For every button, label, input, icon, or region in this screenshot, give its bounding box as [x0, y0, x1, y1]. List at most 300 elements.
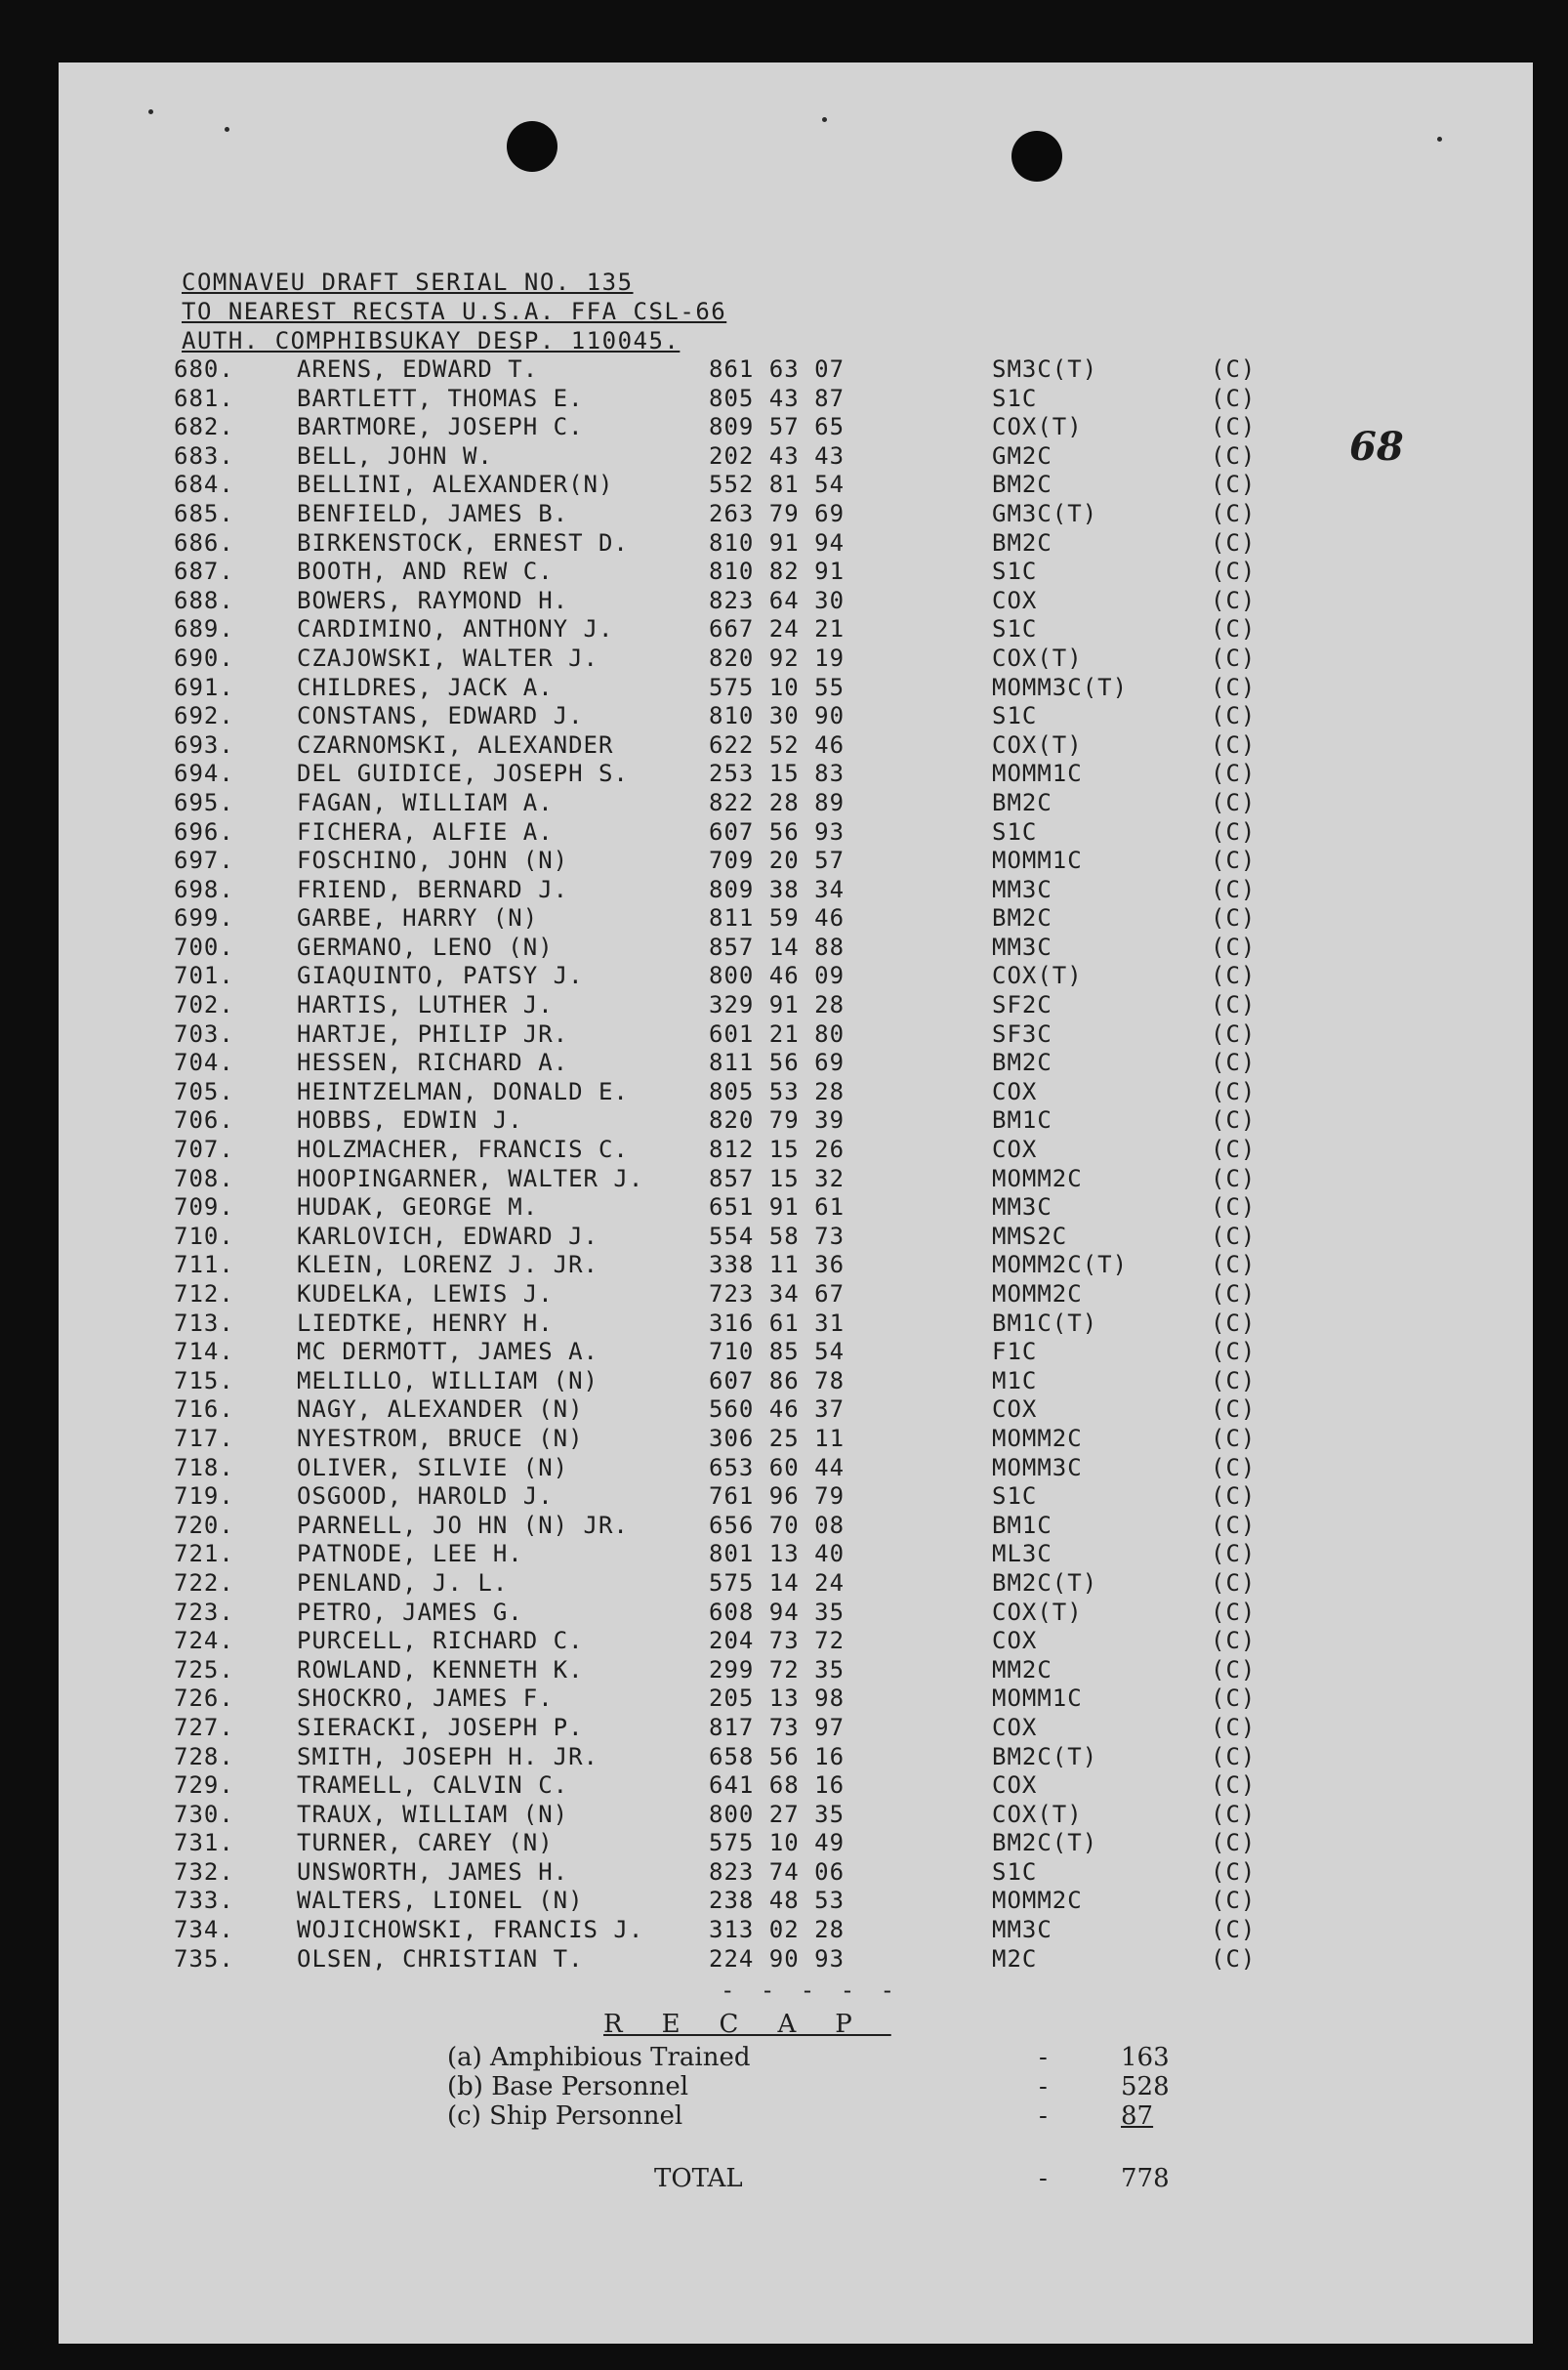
row-number: 704.	[174, 1049, 234, 1077]
row-service-number: 554 58 73	[709, 1222, 846, 1250]
row-code: (C)	[1211, 991, 1257, 1019]
row-service-number: 552 81 54	[709, 471, 846, 499]
row-name: FRIEND, BERNARD J.	[297, 875, 569, 903]
row-rate: SF3C	[992, 1019, 1052, 1048]
row-name: LIEDTKE, HENRY H.	[297, 1309, 554, 1337]
row-number: 716.	[174, 1395, 234, 1424]
row-rate: BM1C	[992, 1511, 1052, 1539]
row-code: (C)	[1211, 817, 1257, 846]
row-number: 693.	[174, 730, 234, 759]
row-number: 695.	[174, 788, 234, 816]
row-number: 731.	[174, 1829, 234, 1857]
row-name: CARDIMINO, ANTHONY J.	[297, 615, 614, 644]
row-name: NAGY, ALEXANDER (N)	[297, 1395, 584, 1424]
row-service-number: 656 70 08	[709, 1511, 846, 1539]
row-rate: COX	[992, 586, 1038, 614]
row-name: TRAMELL, CALVIN C.	[297, 1771, 569, 1800]
row-service-number: 607 56 93	[709, 817, 846, 846]
row-service-number: 710 85 54	[709, 1338, 846, 1366]
row-service-number: 651 91 61	[709, 1193, 846, 1222]
row-rate: MOMM2C	[992, 1424, 1083, 1452]
row-number: 724.	[174, 1627, 234, 1655]
row-service-number: 253 15 83	[709, 760, 846, 788]
row-name: PATNODE, LEE H.	[297, 1540, 523, 1568]
row-code: (C)	[1211, 1049, 1257, 1077]
row-code: (C)	[1211, 1684, 1257, 1713]
row-number: 718.	[174, 1453, 234, 1481]
row-name: CZAJOWSKI, WALTER J.	[297, 644, 598, 672]
row-code: (C)	[1211, 644, 1257, 672]
row-code: (C)	[1211, 441, 1257, 470]
row-rate: BM2C(T)	[992, 1829, 1098, 1857]
row-rate: GM2C	[992, 441, 1052, 470]
recap-total	[447, 2164, 1228, 2193]
row-name: OLSEN, CHRISTIAN T.	[297, 1944, 584, 1973]
row-code: (C)	[1211, 673, 1257, 701]
row-code: (C)	[1211, 586, 1257, 614]
row-name: OLIVER, SILVIE (N)	[297, 1453, 569, 1481]
row-name: HOBBS, EDWIN J.	[297, 1106, 523, 1135]
row-name: FAGAN, WILLIAM A.	[297, 788, 554, 816]
row-code: (C)	[1211, 1106, 1257, 1135]
row-service-number: 313 02 28	[709, 1916, 846, 1944]
row-rate: BM2C	[992, 471, 1052, 499]
row-service-number: 820 79 39	[709, 1106, 846, 1135]
row-rate: S1C	[992, 384, 1038, 412]
row-service-number: 601 21 80	[709, 1019, 846, 1048]
row-name: DEL GUIDICE, JOSEPH S.	[297, 760, 629, 788]
row-number: 706.	[174, 1106, 234, 1135]
row-code: (C)	[1211, 760, 1257, 788]
row-name: HOOPINGARNER, WALTER J.	[297, 1164, 644, 1192]
ink-speck	[1437, 137, 1442, 142]
row-name: GARBE, HARRY (N)	[297, 904, 539, 933]
row-service-number: 857 15 32	[709, 1164, 846, 1192]
row-code: (C)	[1211, 1366, 1257, 1394]
row-number: 701.	[174, 962, 234, 990]
row-name: OSGOOD, HAROLD J.	[297, 1482, 554, 1511]
row-name: FOSCHINO, JOHN (N)	[297, 847, 569, 875]
row-rate: MM3C	[992, 1193, 1052, 1222]
row-service-number: 658 56 16	[709, 1742, 846, 1770]
row-code: (C)	[1211, 1655, 1257, 1684]
row-number: 699.	[174, 904, 234, 933]
row-code: (C)	[1211, 1829, 1257, 1857]
row-number: 702.	[174, 991, 234, 1019]
row-name: GIAQUINTO, PATSY J.	[297, 962, 584, 990]
row-rate: MOMM2C	[992, 1887, 1083, 1915]
row-service-number: 608 94 35	[709, 1598, 846, 1626]
row-service-number: 329 91 28	[709, 991, 846, 1019]
row-code: (C)	[1211, 1482, 1257, 1511]
row-code: (C)	[1211, 615, 1257, 644]
row-rate: COX	[992, 1077, 1038, 1105]
row-number: 711.	[174, 1251, 234, 1279]
row-rate: MM3C	[992, 1916, 1052, 1944]
row-number: 712.	[174, 1280, 234, 1308]
row-number: 733.	[174, 1887, 234, 1915]
row-name: SHOCKRO, JAMES F.	[297, 1684, 554, 1713]
row-service-number: 607 86 78	[709, 1366, 846, 1394]
row-name: KUDELKA, LEWIS J.	[297, 1280, 554, 1308]
row-rate: COX(T)	[992, 1800, 1083, 1828]
row-code: (C)	[1211, 730, 1257, 759]
row-rate: COX	[992, 1627, 1038, 1655]
recap-item-label: (a) Amphibious Trained	[447, 2043, 751, 2072]
row-rate: S1C	[992, 558, 1038, 586]
header-line: TO NEAREST RECSTA U.S.A. FFA CSL-66	[182, 298, 727, 325]
row-rate: MOMM3C	[992, 1453, 1083, 1481]
row-number: 703.	[174, 1019, 234, 1048]
row-name: TRAUX, WILLIAM (N)	[297, 1800, 569, 1828]
row-rate: COX(T)	[992, 730, 1083, 759]
row-code: (C)	[1211, 875, 1257, 903]
row-code: (C)	[1211, 962, 1257, 990]
row-number: 686.	[174, 528, 234, 557]
punch-hole	[507, 121, 557, 172]
row-name: ARENS, EDWARD T.	[297, 355, 539, 383]
ink-speck	[822, 117, 827, 122]
row-number: 697.	[174, 847, 234, 875]
row-number: 719.	[174, 1482, 234, 1511]
row-number: 710.	[174, 1222, 234, 1250]
row-code: (C)	[1211, 1887, 1257, 1915]
row-name: BARTMORE, JOSEPH C.	[297, 413, 584, 441]
row-service-number: 575 10 55	[709, 673, 846, 701]
row-name: UNSWORTH, JAMES H.	[297, 1857, 569, 1886]
row-rate: S1C	[992, 1482, 1038, 1511]
row-name: HEINTZELMAN, DONALD E.	[297, 1077, 629, 1105]
row-number: 682.	[174, 413, 234, 441]
row-service-number: 653 60 44	[709, 1453, 846, 1481]
row-rate: SF2C	[992, 991, 1052, 1019]
row-name: FICHERA, ALFIE A.	[297, 817, 554, 846]
row-rate: SM3C(T)	[992, 355, 1098, 383]
row-number: 696.	[174, 817, 234, 846]
row-service-number: 338 11 36	[709, 1251, 846, 1279]
row-code: (C)	[1211, 1598, 1257, 1626]
row-number: 687.	[174, 558, 234, 586]
row-number: 683.	[174, 441, 234, 470]
row-code: (C)	[1211, 1251, 1257, 1279]
row-number: 709.	[174, 1193, 234, 1222]
row-number: 722.	[174, 1568, 234, 1597]
row-code: (C)	[1211, 1540, 1257, 1568]
row-service-number: 723 34 67	[709, 1280, 846, 1308]
row-rate: BM2C	[992, 904, 1052, 933]
row-rate: BM2C	[992, 788, 1052, 816]
row-rate: S1C	[992, 702, 1038, 730]
row-rate: COX(T)	[992, 644, 1083, 672]
row-name: ROWLAND, KENNETH K.	[297, 1655, 584, 1684]
document-header	[182, 268, 726, 355]
row-name: WALTERS, LIONEL (N)	[297, 1887, 584, 1915]
row-service-number: 204 73 72	[709, 1627, 846, 1655]
row-number: 681.	[174, 384, 234, 412]
row-rate: M2C	[992, 1944, 1038, 1973]
row-service-number: 641 68 16	[709, 1771, 846, 1800]
row-name: PURCELL, RICHARD C.	[297, 1627, 584, 1655]
recap-item-value: 163	[1121, 2043, 1170, 2072]
row-code: (C)	[1211, 1453, 1257, 1481]
row-rate: MOMM3C(T)	[992, 673, 1129, 701]
row-code: (C)	[1211, 847, 1257, 875]
row-service-number: 823 74 06	[709, 1857, 846, 1886]
row-number: 707.	[174, 1136, 234, 1164]
recap-item-dash: -	[1039, 2101, 1048, 2131]
row-number: 727.	[174, 1713, 234, 1741]
row-name: TURNER, CAREY (N)	[297, 1829, 554, 1857]
row-name: PARNELL, JO HN (N) JR.	[297, 1511, 629, 1539]
row-number: 728.	[174, 1742, 234, 1770]
row-service-number: 820 92 19	[709, 644, 846, 672]
row-rate: MMS2C	[992, 1222, 1068, 1250]
recap-item-label: (c) Ship Personnel	[447, 2101, 683, 2131]
row-number: 708.	[174, 1164, 234, 1192]
row-service-number: 800 46 09	[709, 962, 846, 990]
document-page	[59, 62, 1533, 2344]
row-number: 735.	[174, 1944, 234, 1973]
row-rate: MOMM1C	[992, 760, 1083, 788]
row-number: 734.	[174, 1916, 234, 1944]
row-service-number: 316 61 31	[709, 1309, 846, 1337]
row-name: BELL, JOHN W.	[297, 441, 493, 470]
total-value: 778	[1121, 2164, 1170, 2193]
row-code: (C)	[1211, 1424, 1257, 1452]
row-name: HESSEN, RICHARD A.	[297, 1049, 569, 1077]
row-rate: COX	[992, 1395, 1038, 1424]
row-rate: COX	[992, 1136, 1038, 1164]
row-service-number: 306 25 11	[709, 1424, 846, 1452]
row-service-number: 263 79 69	[709, 499, 846, 527]
row-rate: MOMM2C	[992, 1164, 1083, 1192]
row-code: (C)	[1211, 1771, 1257, 1800]
row-rate: MOMM2C	[992, 1280, 1083, 1308]
recap-item-value: 528	[1121, 2072, 1170, 2101]
row-code: (C)	[1211, 1136, 1257, 1164]
row-service-number: 560 46 37	[709, 1395, 846, 1424]
row-code: (C)	[1211, 1222, 1257, 1250]
row-code: (C)	[1211, 1019, 1257, 1048]
row-code: (C)	[1211, 528, 1257, 557]
row-number: 717.	[174, 1424, 234, 1452]
row-service-number: 857 14 88	[709, 933, 846, 961]
row-number: 689.	[174, 615, 234, 644]
row-service-number: 805 43 87	[709, 384, 846, 412]
row-number: 730.	[174, 1800, 234, 1828]
row-rate: COX(T)	[992, 1598, 1083, 1626]
row-rate: M1C	[992, 1366, 1038, 1394]
row-number: 714.	[174, 1338, 234, 1366]
row-service-number: 575 14 24	[709, 1568, 846, 1597]
recap-title: RECAP	[603, 2010, 891, 2039]
row-code: (C)	[1211, 1800, 1257, 1828]
row-number: 729.	[174, 1771, 234, 1800]
row-rate: MM3C	[992, 875, 1052, 903]
row-number: 723.	[174, 1598, 234, 1626]
page-number: 68	[1349, 424, 1404, 470]
row-name: HUDAK, GEORGE M.	[297, 1193, 539, 1222]
row-rate: GM3C(T)	[992, 499, 1098, 527]
row-rate: BM1C(T)	[992, 1309, 1098, 1337]
row-name: CHILDRES, JACK A.	[297, 673, 554, 701]
row-service-number: 667 24 21	[709, 615, 846, 644]
row-code: (C)	[1211, 1713, 1257, 1741]
row-code: (C)	[1211, 413, 1257, 441]
row-rate: BM2C	[992, 1049, 1052, 1077]
row-service-number: 823 64 30	[709, 586, 846, 614]
row-name: BELLINI, ALEXANDER(N)	[297, 471, 614, 499]
row-code: (C)	[1211, 1742, 1257, 1770]
recap-divider: - - - - -	[721, 1976, 901, 2004]
row-number: 700.	[174, 933, 234, 961]
row-service-number: 575 10 49	[709, 1829, 846, 1857]
row-name: SIERACKI, JOSEPH P.	[297, 1713, 584, 1741]
row-rate: BM2C(T)	[992, 1742, 1098, 1770]
row-service-number: 801 13 40	[709, 1540, 846, 1568]
row-code: (C)	[1211, 471, 1257, 499]
row-name: GERMANO, LENO (N)	[297, 933, 554, 961]
row-service-number: 810 91 94	[709, 528, 846, 557]
row-service-number: 224 90 93	[709, 1944, 846, 1973]
row-code: (C)	[1211, 904, 1257, 933]
row-rate: F1C	[992, 1338, 1038, 1366]
row-service-number: 202 43 43	[709, 441, 846, 470]
row-number: 713.	[174, 1309, 234, 1337]
row-rate: COX(T)	[992, 413, 1083, 441]
row-service-number: 622 52 46	[709, 730, 846, 759]
row-number: 691.	[174, 673, 234, 701]
row-service-number: 805 53 28	[709, 1077, 846, 1105]
row-name: NYESTROM, BRUCE (N)	[297, 1424, 584, 1452]
row-service-number: 238 48 53	[709, 1887, 846, 1915]
row-code: (C)	[1211, 1338, 1257, 1366]
row-number: 684.	[174, 471, 234, 499]
row-code: (C)	[1211, 558, 1257, 586]
row-code: (C)	[1211, 1511, 1257, 1539]
row-name: SMITH, JOSEPH H. JR.	[297, 1742, 598, 1770]
row-name: BARTLETT, THOMAS E.	[297, 384, 584, 412]
row-rate: BM1C	[992, 1106, 1052, 1135]
row-service-number: 761 96 79	[709, 1482, 846, 1511]
row-rate: S1C	[992, 1857, 1038, 1886]
total-label: TOTAL	[654, 2164, 743, 2193]
row-code: (C)	[1211, 702, 1257, 730]
row-code: (C)	[1211, 499, 1257, 527]
row-service-number: 800 27 35	[709, 1800, 846, 1828]
ink-speck	[148, 109, 153, 114]
row-name: MC DERMOTT, JAMES A.	[297, 1338, 598, 1366]
row-name: MELILLO, WILLIAM (N)	[297, 1366, 598, 1394]
recap-item-value: 87	[1121, 2101, 1154, 2131]
row-service-number: 809 57 65	[709, 413, 846, 441]
row-name: BIRKENSTOCK, ERNEST D.	[297, 528, 629, 557]
row-code: (C)	[1211, 384, 1257, 412]
row-name: BOWERS, RAYMOND H.	[297, 586, 569, 614]
row-number: 698.	[174, 875, 234, 903]
row-name: PETRO, JAMES G.	[297, 1598, 523, 1626]
row-rate: BM2C	[992, 528, 1052, 557]
row-code: (C)	[1211, 355, 1257, 383]
row-code: (C)	[1211, 1916, 1257, 1944]
row-rate: COX	[992, 1713, 1038, 1741]
row-service-number: 817 73 97	[709, 1713, 846, 1741]
row-code: (C)	[1211, 1077, 1257, 1105]
row-service-number: 205 13 98	[709, 1684, 846, 1713]
header-line: AUTH. COMPHIBSUKAY DESP. 110045.	[182, 327, 681, 354]
row-service-number: 809 38 34	[709, 875, 846, 903]
row-name: PENLAND, J. L.	[297, 1568, 509, 1597]
row-rate: BM2C(T)	[992, 1568, 1098, 1597]
row-rate: MOMM2C(T)	[992, 1251, 1129, 1279]
row-service-number: 811 59 46	[709, 904, 846, 933]
row-rate: COX	[992, 1771, 1038, 1800]
total-dash: -	[1039, 2164, 1048, 2193]
row-code: (C)	[1211, 933, 1257, 961]
row-number: 692.	[174, 702, 234, 730]
row-code: (C)	[1211, 1164, 1257, 1192]
row-service-number: 812 15 26	[709, 1136, 846, 1164]
recap-item-label: (b) Base Personnel	[447, 2072, 689, 2101]
row-code: (C)	[1211, 1193, 1257, 1222]
row-number: 688.	[174, 586, 234, 614]
row-service-number: 811 56 69	[709, 1049, 846, 1077]
row-name: HOLZMACHER, FRANCIS C.	[297, 1136, 629, 1164]
row-number: 726.	[174, 1684, 234, 1713]
header-line: COMNAVEU DRAFT SERIAL NO. 135	[182, 269, 634, 296]
row-rate: COX(T)	[992, 962, 1083, 990]
row-number: 680.	[174, 355, 234, 383]
row-service-number: 810 30 90	[709, 702, 846, 730]
recap-item-dash: -	[1039, 2043, 1048, 2072]
row-name: HARTJE, PHILIP JR.	[297, 1019, 569, 1048]
row-number: 715.	[174, 1366, 234, 1394]
row-number: 690.	[174, 644, 234, 672]
row-code: (C)	[1211, 1568, 1257, 1597]
row-code: (C)	[1211, 1627, 1257, 1655]
row-code: (C)	[1211, 1395, 1257, 1424]
row-number: 732.	[174, 1857, 234, 1886]
row-code: (C)	[1211, 788, 1257, 816]
row-code: (C)	[1211, 1857, 1257, 1886]
row-number: 721.	[174, 1540, 234, 1568]
row-service-number: 822 28 89	[709, 788, 846, 816]
row-number: 705.	[174, 1077, 234, 1105]
row-name: KARLOVICH, EDWARD J.	[297, 1222, 598, 1250]
row-number: 685.	[174, 499, 234, 527]
row-rate: ML3C	[992, 1540, 1052, 1568]
row-name: WOJICHOWSKI, FRANCIS J.	[297, 1916, 644, 1944]
row-service-number: 861 63 07	[709, 355, 846, 383]
row-rate: MOMM1C	[992, 847, 1083, 875]
row-name: BOOTH, AND REW C.	[297, 558, 554, 586]
row-service-number: 810 82 91	[709, 558, 846, 586]
row-name: CZARNOMSKI, ALEXANDER	[297, 730, 614, 759]
row-rate: S1C	[992, 615, 1038, 644]
row-rate: S1C	[992, 817, 1038, 846]
row-name: HARTIS, LUTHER J.	[297, 991, 554, 1019]
row-rate: MOMM1C	[992, 1684, 1083, 1713]
row-rate: MM3C	[992, 933, 1052, 961]
recap-item-dash: -	[1039, 2072, 1048, 2101]
row-code: (C)	[1211, 1280, 1257, 1308]
row-number: 725.	[174, 1655, 234, 1684]
row-name: CONSTANS, EDWARD J.	[297, 702, 584, 730]
row-service-number: 299 72 35	[709, 1655, 846, 1684]
row-code: (C)	[1211, 1309, 1257, 1337]
row-number: 720.	[174, 1511, 234, 1539]
row-code: (C)	[1211, 1944, 1257, 1973]
